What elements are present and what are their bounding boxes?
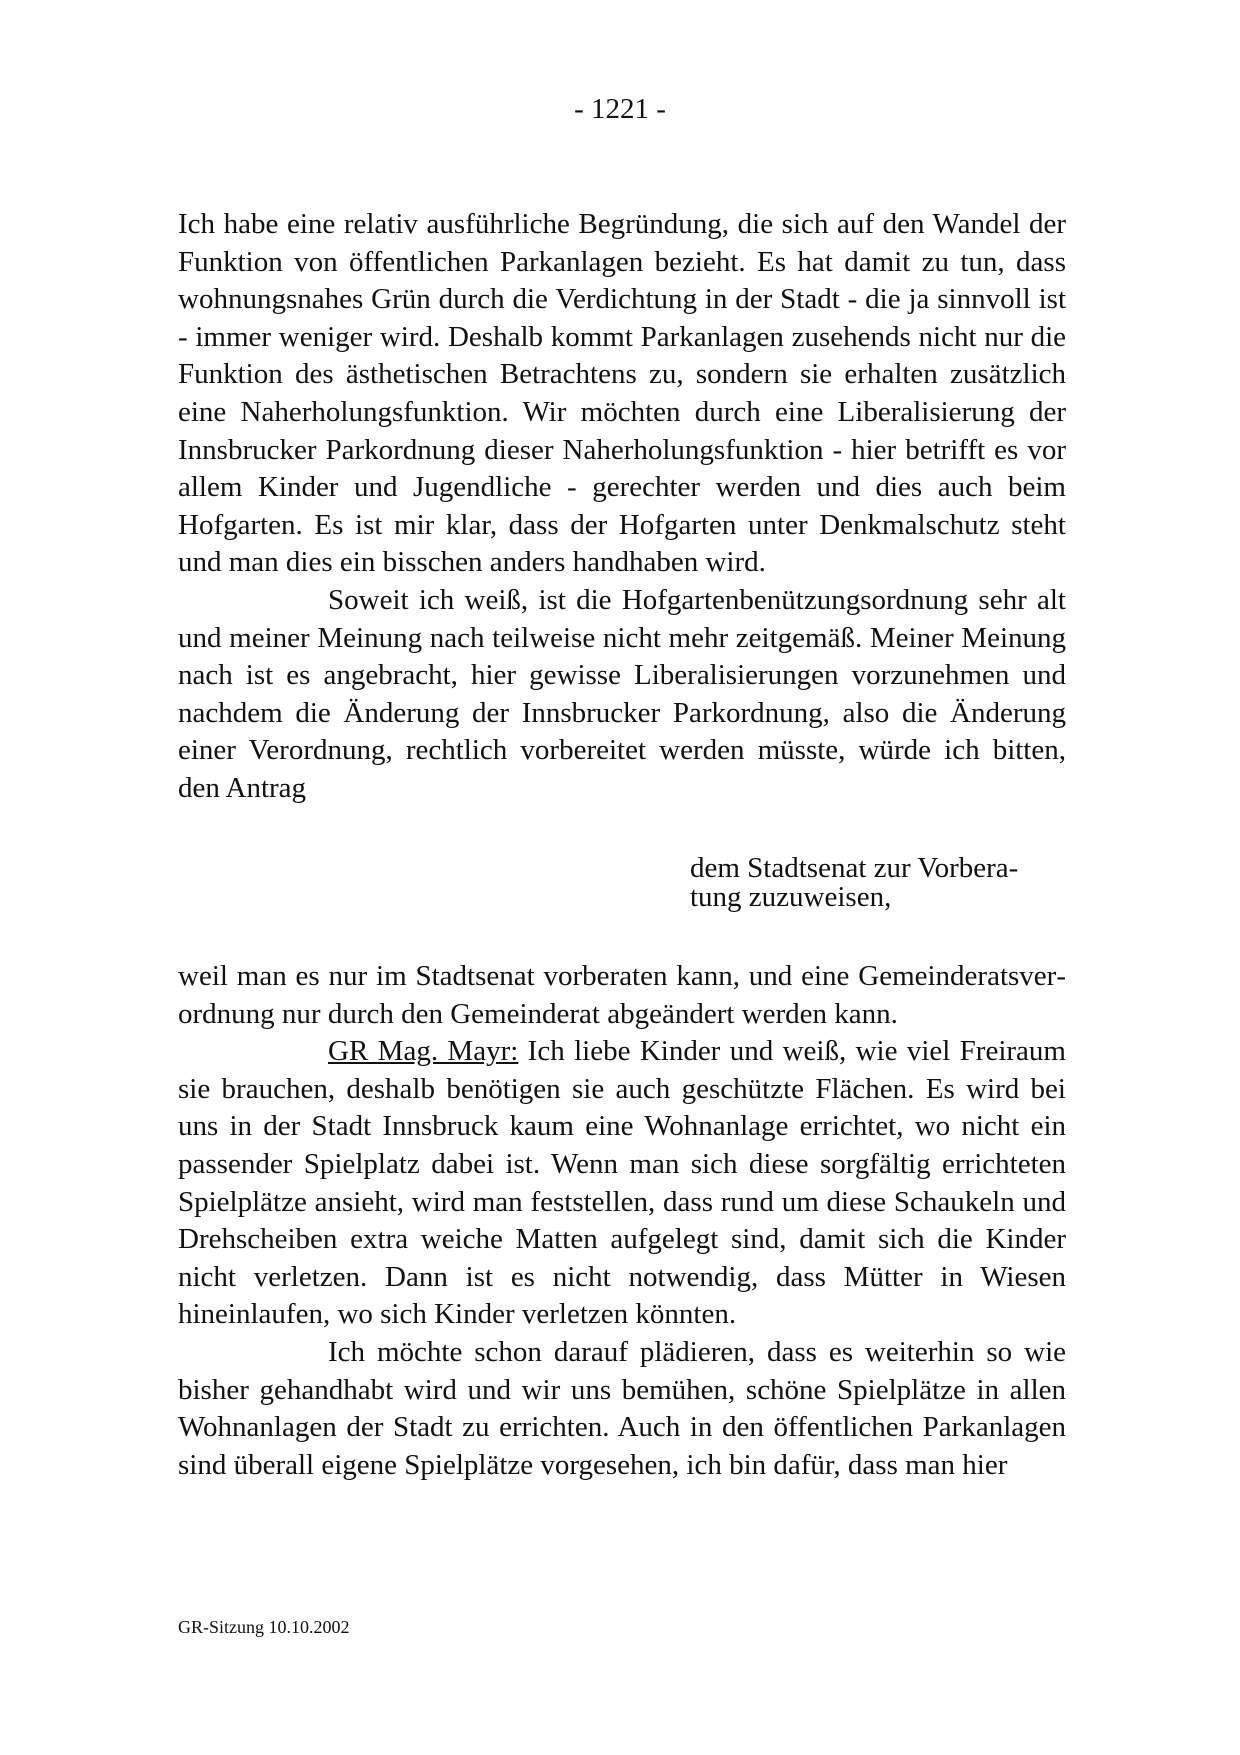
motion-line-2: tung zuzuweisen, xyxy=(690,881,892,913)
speaker-statement-text: Ich liebe Kinder und weiß, wie viel Freiraum sie brauchen, deshalb benötigen sie auch geschützte Flächen. Es wird bei uns in der Stadt Innsbruck kaum eine Wohnanlage errichtet, wo nicht ein passender Spielplatz dabei ist. Wenn man sich diese sorgfältig errichteten Spielplätze ansieht, wird man feststellen, dass rund um diese Schaukeln und Drehscheiben extra weiche Matten aufgelegt sind, damit sich die Kinder nicht verletzen. Dann ist es nicht notwendig, dass Mütter in Wiesen hineinlaufen, wo sich Kinder verletzen könnten. xyxy=(178,1035,1066,1331)
text-block-upper xyxy=(178,206,1066,808)
motion-text xyxy=(690,854,1050,912)
speaker-name: GR Mag. Mayr: xyxy=(328,1035,519,1068)
paragraph-justification: Ich habe eine relativ ausführliche Begründung, die sich auf den Wandel der Funktion von öffentlichen Parkanlagen bezieht. Es hat damit zu tun, dass wohnungsnahes Grün durch die Verdichtung in der Stadt - die ja sinnvoll ist - immer weniger wird. Deshalb kommt Parkanlagen zusehends nicht nur die Funktion des ästhetischen Betrachtens zu, sondern sie erhalten zusätzlich eine Naherholungsfunktion. Wir möchten durch eine Liberalisierung der Innsbrucker Parkordnung dieser Naherholungsfunktion - hier betrifft es vor allem Kinder und Jugendliche - gerechter werden und dies auch beim Hofgarten. Es ist mir klar, dass der Hofgarten unter Denkmalschutz steht und man dies ein bisschen anders handhaben wird. xyxy=(178,208,1066,579)
text-block-lower xyxy=(178,958,1066,1484)
page-number: - 1221 - xyxy=(574,93,666,125)
paragraph-speaker-statement xyxy=(178,1033,1066,1334)
paragraph-request: Soweit ich weiß, ist die Hofgartenbenützungsordnung sehr alt und meiner Meinung nach teilweise nicht mehr zeitgemäß. Meiner Meinung nach ist es angebracht, hier gewisse Liberalisierungen vorzunehmen und nachdem die Änderung der Innsbrucker Parkordnung, also die Änderung einer Verordnung, rechtlich vorbereitet werden müsste, würde ich bitten, den Antrag xyxy=(178,583,1066,804)
footer-session-date: GR-Sitzung 10.10.2002 xyxy=(178,1617,350,1637)
paragraph-continuation: weil man es nur im Stadtsenat vorberaten kann, und eine Gemeinderatsverordnung nur durch den Gemeinderat abgeändert werden kann. xyxy=(178,960,1066,1030)
paragraph-closing: Ich möchte schon darauf plädieren, dass es weiterhin so wie bisher gehandhabt wird und wir uns bemühen, schöne Spielplätze in allen Wohnanlagen der Stadt zu errichten. Auch in den öffentlichen Parkanlagen sind überall eigene Spielplätze vorgesehen, ich bin dafür, dass man hier xyxy=(178,1335,1066,1481)
motion-line-1: dem Stadtsenat zur Vorbera- xyxy=(690,852,1019,884)
